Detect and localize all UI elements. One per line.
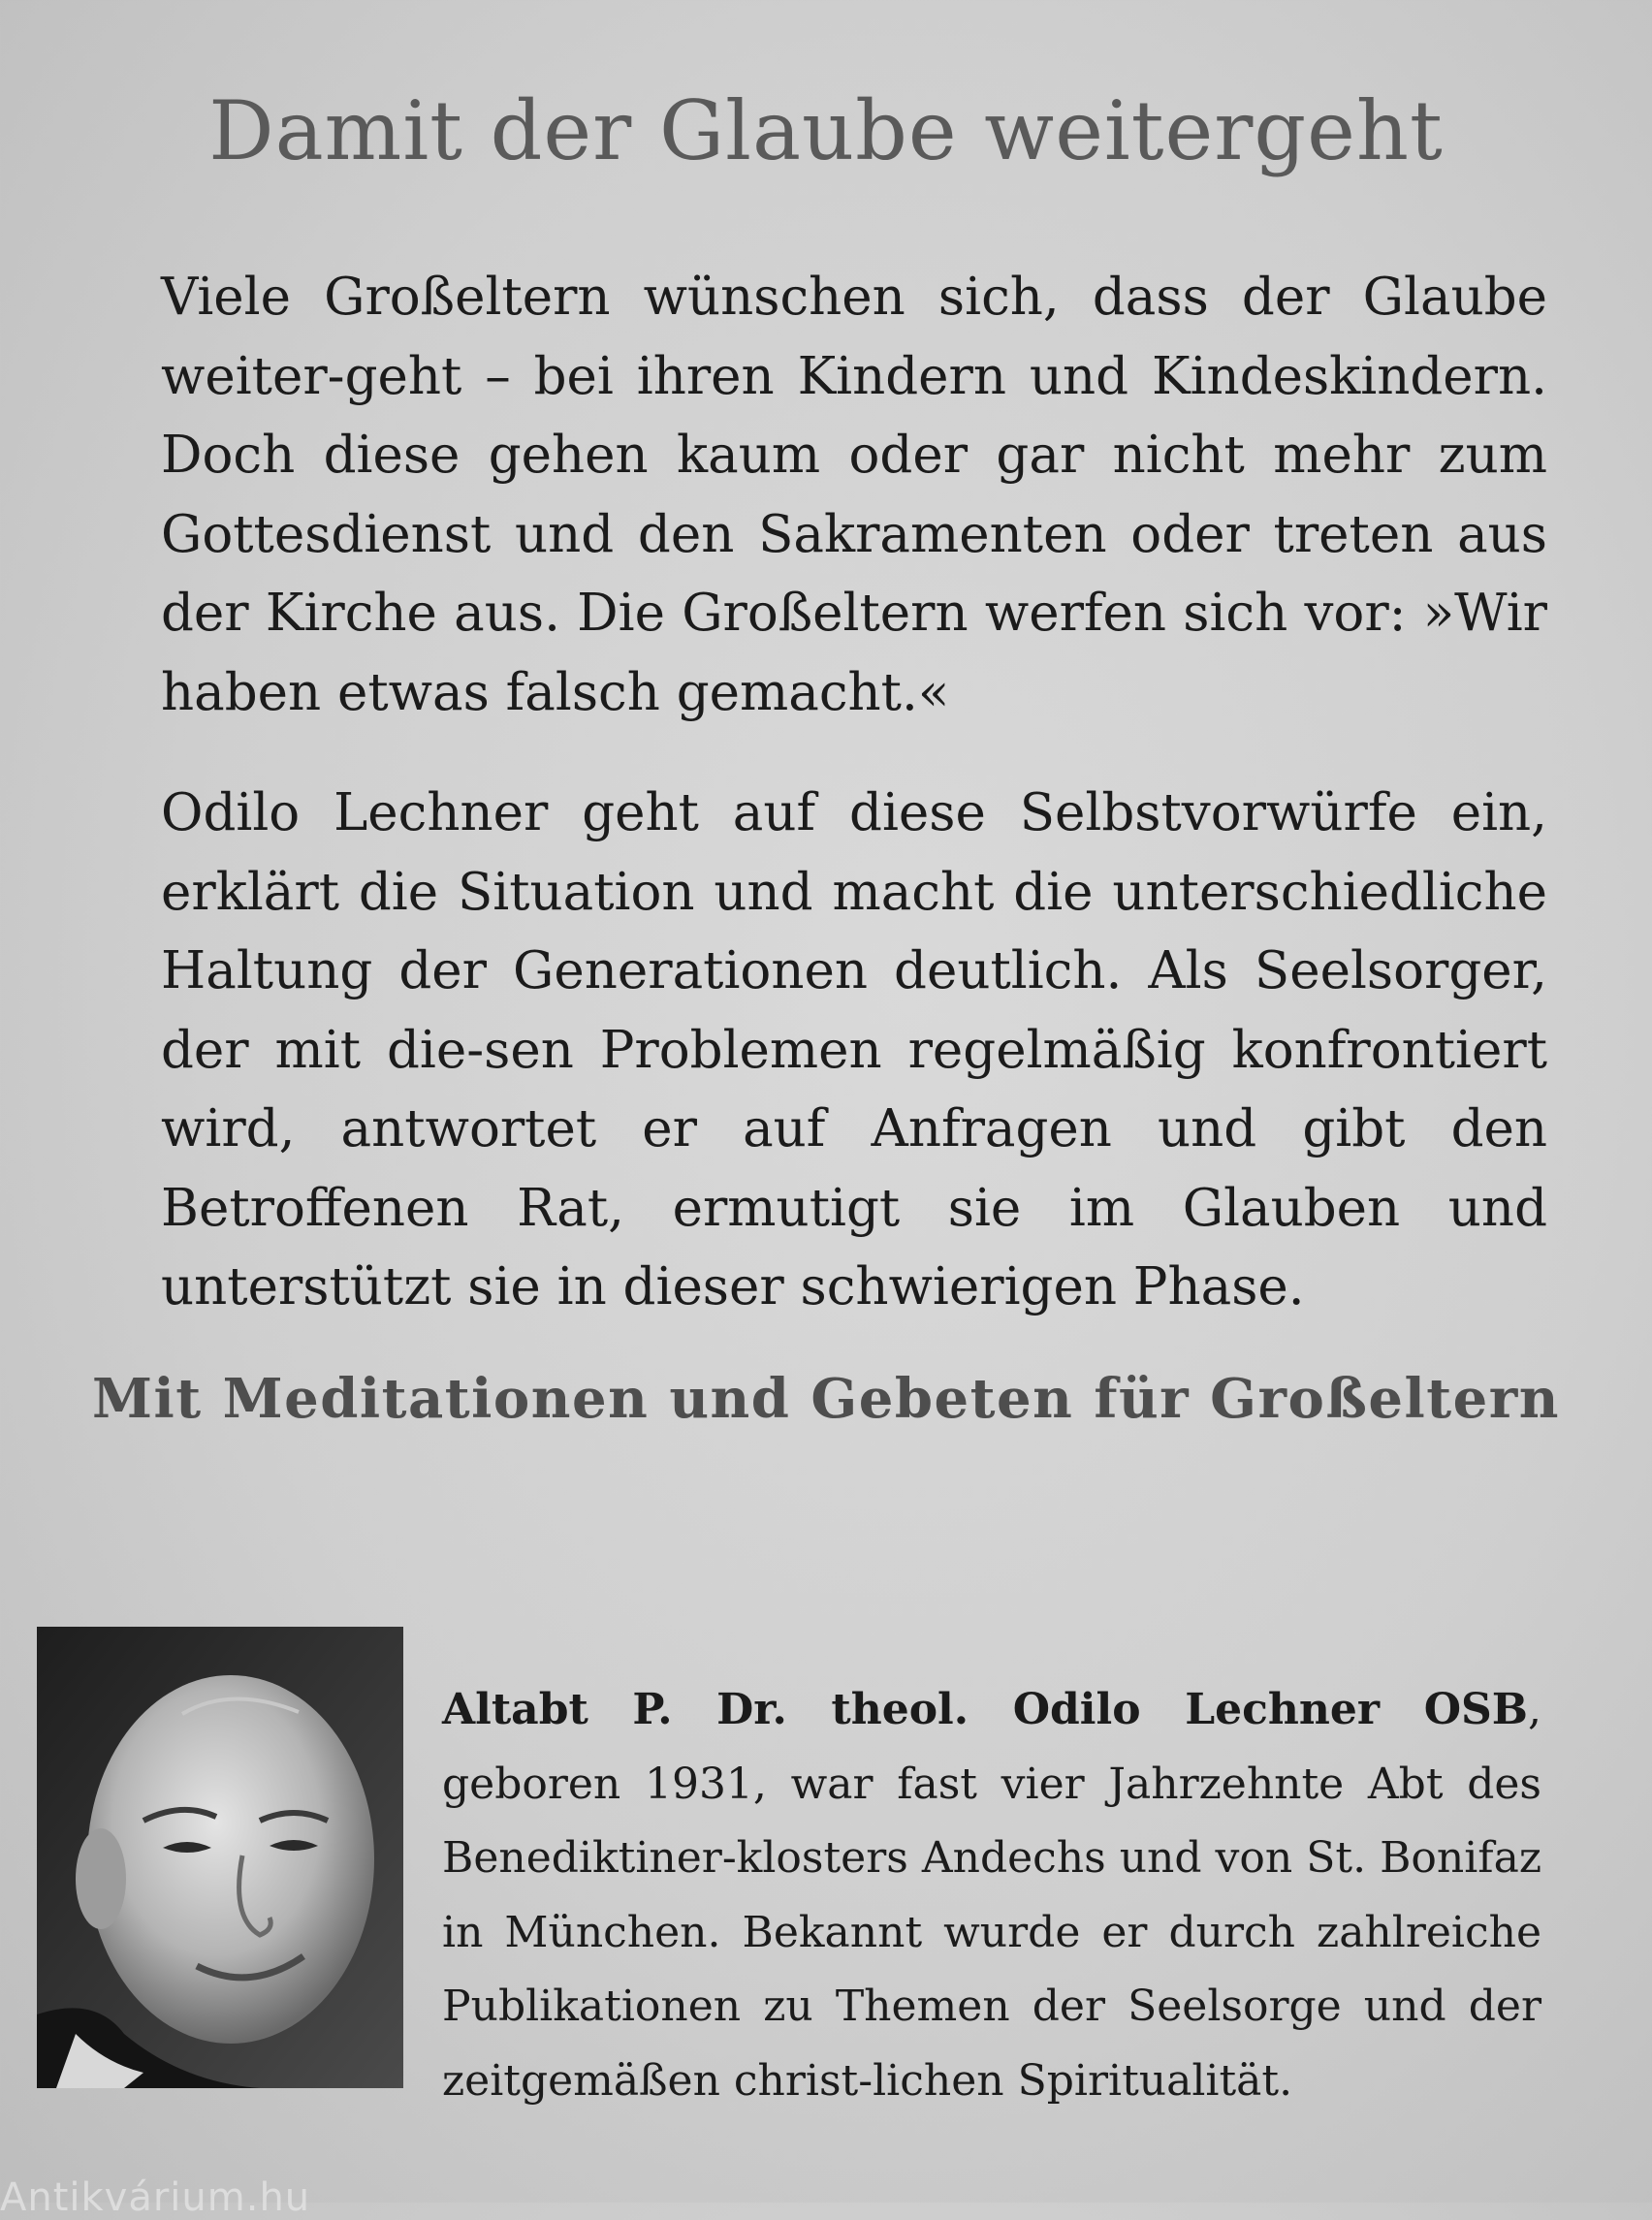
author-name: Altabt P. Dr. theol. Odilo Lechner OSB <box>442 1685 1528 1734</box>
author-portrait <box>37 1627 403 2088</box>
intro-paragraph: Viele Großeltern wünschen sich, dass der Glaube weiter-geht – bei ihren Kindern und Kindeskindern. Doch diese gehen kaum oder gar nicht mehr zum Gottesdienst und den Sakramenten oder treten aus der Kirche aus. Die Großeltern werfen sich vor: »Wir haben etwas falsch gemacht.« <box>161 268 1547 722</box>
description-paragraph: Odilo Lechner geht auf diese Selbstvorwürfe ein, erklärt die Situation und macht die unterschiedliche Haltung der Generationen deutlich. Als Seelsorger, der mit die-sen Problemen regelmäßig konfrontiert wird, antwortet er auf Anfragen und gibt den Betroffenen Rat, ermutigt sie im Glauben und unterstützt sie in dieser schwierigen Phase. <box>161 783 1547 1316</box>
author-bio-text: , geboren 1931, war fast vier Jahrzehnte Abt des Benediktiner-klosters Andechs und von St. Bonifaz in München. Bekannt wurde er durch zahlreiche Publikationen zu Themen der Seelsorge und der zeitgemäßen christ-lichen Spiritualität. <box>442 1685 1541 2106</box>
author-portrait-image <box>37 1627 403 2088</box>
author-bio <box>442 1673 1541 2118</box>
watermark: Antikvárium.hu <box>0 2175 311 2220</box>
subtitle: Mit Meditationen und Gebeten für Großeltern <box>91 1367 1561 1431</box>
page-title: Damit der Glaube weitergeht <box>208 83 1444 178</box>
